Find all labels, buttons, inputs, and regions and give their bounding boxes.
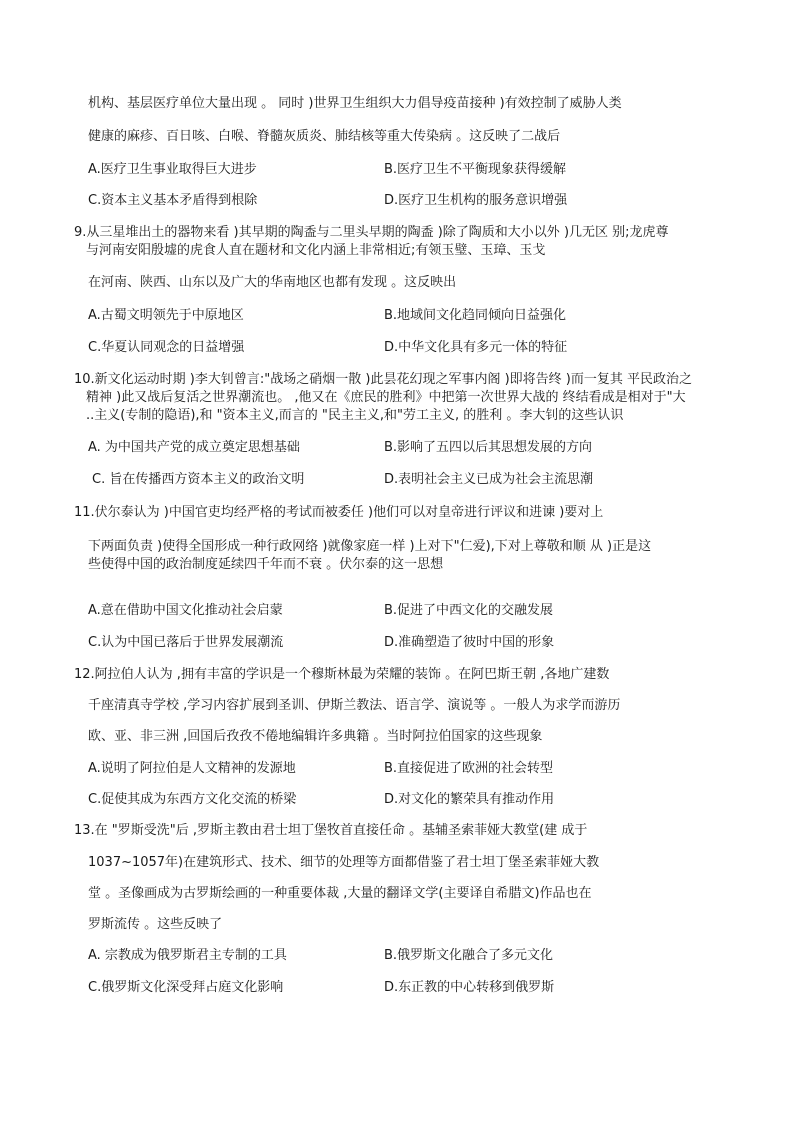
question-11-option-a[interactable]: A.意在借助中国文化推动社会启蒙	[88, 603, 283, 618]
question-13-option-a[interactable]: A. 宗教成为俄罗斯君主专制的工具	[88, 948, 287, 963]
question-9-option-c[interactable]: C.华夏认同观念的日益增强	[88, 340, 245, 355]
question-11-option-d[interactable]: D.准确塑造了彼时中国的形象	[384, 635, 555, 650]
question-8-stem-line-2: 健康的麻疹、百日咳、白喉、脊髓灰质炎、肺结核等重大传染病 。这反映了二战后	[88, 129, 561, 144]
question-8-option-c[interactable]: C.资本主义基本矛盾得到根除	[88, 193, 258, 208]
question-13-stem-line-3: 堂 。圣像画成为古罗斯绘画的一种重要体裁 ,大量的翻译文学(主要译自希腊文)作品也在	[88, 886, 592, 901]
question-11-stem-line-1: 11.伏尔泰认为 )中国官吏均经严格的考试而被委任 )他们可以对皇帝进行评议和进谏 )要对上	[74, 505, 604, 520]
question-9-option-b[interactable]: B.地域间文化趋同倾向日益强化	[384, 308, 567, 323]
question-12-stem-line-2: 千座清真寺学校 ,学习内容扩展到圣训、伊斯兰教法、语言学、演说等 。一般人为求学而游历	[88, 698, 621, 713]
question-11-stem-line-3: 些使得中国的政治制度延续四千年而不衰 。伏尔泰的这一思想	[88, 557, 444, 572]
question-12-stem-line-3: 欧、亚、非三洲 ,回国后孜孜不倦地编辑许多典籍 。当时阿拉伯国家的这些现象	[88, 729, 543, 744]
question-13-stem-line-2: 1037~1057年)在建筑形式、技术、细节的处理等方面都借鉴了君士坦丁堡圣索菲娅大教	[88, 855, 600, 870]
question-9-stem-line-3: 在河南、陕西、山东以及广大的华南地区也都有发现 。这反映出	[88, 275, 457, 290]
question-12-option-c[interactable]: C.促使其成为东西方文化交流的桥梁	[88, 792, 297, 807]
question-9-stem-line-2: 与河南安阳殷墟的虎食人直在题材和文化内涵上非常相近;有领玉璧、玉璋、玉戈	[86, 243, 546, 258]
question-10-stem-line-2: 精神 )此又战后复活之世界潮流也。 ,他又在《庶民的胜利》中把第一次世界大战的 终结看成是相对于"大	[86, 390, 686, 405]
question-12-stem-line-1: 12.阿拉伯人认为 ,拥有丰富的学识是一个穆斯林最为荣耀的装饰 。在阿巴斯王朝 ,各地广建数	[74, 667, 610, 682]
question-11-option-c[interactable]: C.认为中国已落后于世界发展潮流	[88, 635, 284, 650]
question-12-option-b[interactable]: B.直接促进了欧洲的社会转型	[384, 761, 554, 776]
question-10-option-d[interactable]: D.表明社会主义已成为社会主流思潮	[384, 472, 594, 487]
question-9-option-a[interactable]: A.古蜀文明领先于中原地区	[88, 308, 244, 323]
question-12-option-a[interactable]: A.说明了阿拉伯是人文精神的发源地	[88, 761, 296, 776]
question-13-stem-line-1: 13.在 "罗斯受洗"后 ,罗斯主教由君士坦丁堡牧首直接任命 。基辅圣索菲娅大教堂(建 成于	[74, 823, 588, 838]
question-13-option-d[interactable]: D.东正教的中心转移到俄罗斯	[384, 980, 555, 995]
question-8-stem-line-1: 机构、基层医疗单位大量出现 。 同时 )世界卫生组织大力倡导疫苗接种 )有效控制了威胁人类	[88, 96, 622, 111]
question-13-option-c[interactable]: C.俄罗斯文化深受拜占庭文化影响	[88, 980, 284, 995]
question-11-option-b[interactable]: B.促进了中西文化的交融发展	[384, 603, 554, 618]
question-10-option-c[interactable]: C. 旨在传播西方资本主义的政治文明	[92, 472, 305, 487]
question-10-stem-line-3: ..主义(专制的隐语),和 "资本主义,而言的 "民主主义,和"劳工主义, 的胜利 。李大钊的这些认识	[86, 408, 624, 423]
question-9-stem-line-1: 9.从三星堆出土的器物来看 )其早期的陶盉与二里头早期的陶盉 )除了陶质和大小以外 )几无区 别;龙虎尊	[74, 225, 669, 240]
question-10-stem-line-1: 10.新文化运动时期 )李大钊曾言:"战场之硝烟一散 )此昙花幻现之军事内阁 )即将告终 )而一复其 平民政治之	[74, 372, 692, 387]
question-11-stem-line-2: 下两面负责 )使得全国形成一种行政网络 )就像家庭一样 )上对下"仁爱),下对上尊敬和顺 从 )正是这	[88, 539, 652, 554]
question-12-option-d[interactable]: D.对文化的繁荣具有推动作用	[384, 792, 555, 807]
question-8-option-a[interactable]: A.医疗卫生事业取得巨大进步	[88, 162, 257, 177]
question-10-option-a[interactable]: A. 为中国共产党的成立奠定思想基础	[88, 440, 300, 455]
question-13-option-b[interactable]: B.俄罗斯文化融合了多元文化	[384, 948, 554, 963]
question-10-option-b[interactable]: B.影响了五四以后其思想发展的方向	[384, 440, 593, 455]
question-9-option-d[interactable]: D.中华文化具有多元一体的特征	[384, 340, 568, 355]
question-8-option-d[interactable]: D.医疗卫生机构的服务意识增强	[384, 193, 568, 208]
question-13-stem-line-4: 罗斯流传 。这些反映了	[88, 917, 223, 932]
question-8-option-b[interactable]: B.医疗卫生不平衡现象获得缓解	[384, 162, 567, 177]
